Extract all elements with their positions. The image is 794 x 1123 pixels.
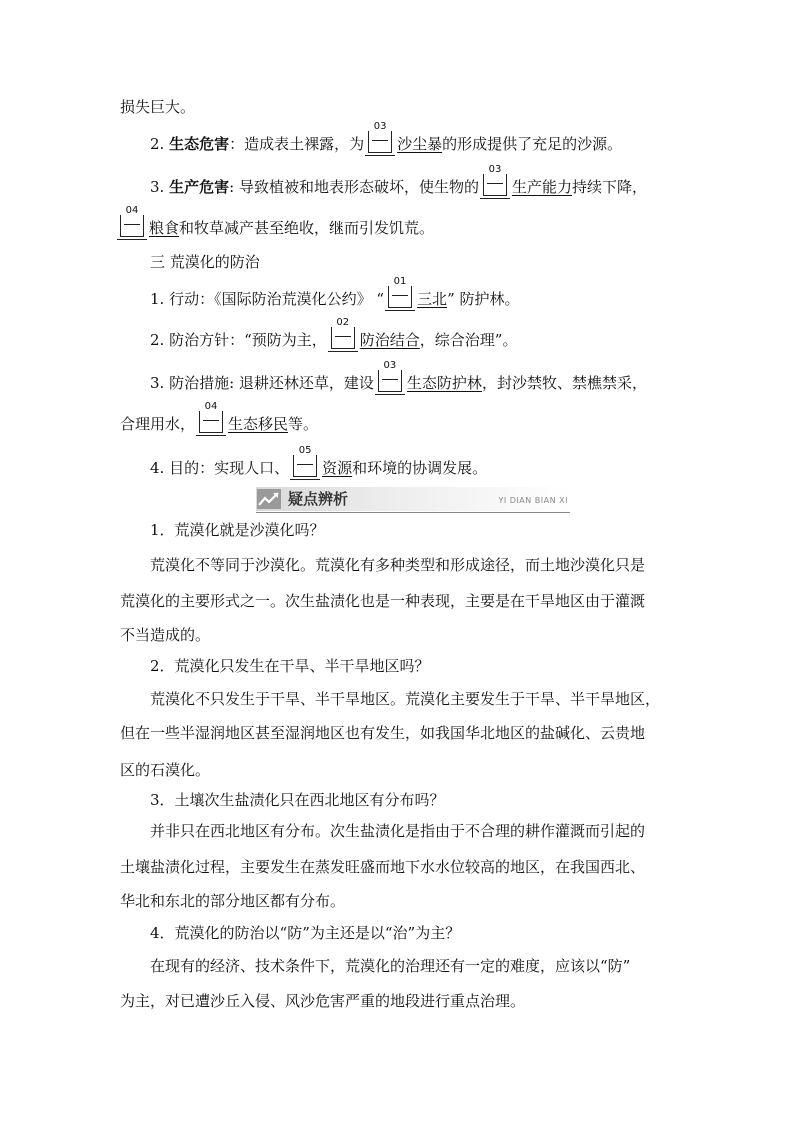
control-item-policy: 2. 防治方针：“预防为主， 02 防治结合，综合治理”。 <box>150 317 518 349</box>
section-banner <box>256 487 570 513</box>
faq-question: 2．荒漠化只发生在干旱、半干旱地区吗？ <box>150 657 430 675</box>
faq-answer-line: 荒漠化的主要形式之一。次生盐渍化也是一种表现，主要是在干旱地区由于灌溉 <box>120 592 646 610</box>
hazard-item-production: 3. 生产危害: 导致植被和地表形态破坏，使生物的 03 生产能力持续下降， <box>150 164 647 196</box>
faq-answer-line: 土壤盐渍化过程，主要发生在蒸发旺盛而地下水水位较高的地区，在我国西北、 <box>120 858 646 876</box>
control-item-measures-cont: 合理用水， 04 生态移民等。 <box>120 401 319 433</box>
continued-text: 损失巨大。 <box>120 98 196 116</box>
answer-blank-box: 03 <box>483 174 507 196</box>
section-title: 三 荒漠化的防治 <box>150 253 260 271</box>
faq-answer-line: 区的石漠化。 <box>120 761 211 779</box>
answer-text: 生态移民 <box>228 415 289 433</box>
faq-answer-line: 并非只在西北地区有分布。次生盐渍化是指由于不合理的耕作灌溉而引起的 <box>150 822 646 840</box>
answer-blank-box: 02 <box>331 327 355 349</box>
answer-text: 资源 <box>322 459 353 477</box>
faq-question: 3．土壤次生盐渍化只在西北地区有分布吗？ <box>150 791 445 809</box>
hazard-item-production-cont: 04 粮食和牧草减产甚至绝收，继而引发饥荒。 <box>120 215 434 239</box>
control-item-measures: 3. 防治措施: 退耕还林还草，建设 03 生态防护林，封沙禁牧、禁樵禁采， <box>150 360 647 392</box>
faq-answer-line: 在现有的经济、技术条件下，荒漠化的治理还有一定的难度，应该以“防” <box>150 957 631 975</box>
banner-pinyin: YI DIAN BIAN XI <box>498 496 568 505</box>
answer-blank-box: 04 <box>199 411 223 433</box>
answer-blank-box: 03 <box>378 370 402 392</box>
faq-answer-line: 但在一些半湿润地区甚至湿润地区也有发生，如我国华北地区的盐碱化、云贵地 <box>120 724 646 742</box>
answer-blank-box: 05 <box>293 455 317 477</box>
answer-text: 生态防护林 <box>406 374 482 392</box>
faq-answer-line: 不当造成的。 <box>120 626 211 644</box>
faq-answer-line: 为主，对已遭沙丘入侵、风沙危害严重的地段进行重点治理。 <box>120 992 526 1010</box>
faq-question: 1．荒漠化就是沙漠化吗？ <box>150 521 325 539</box>
control-item-action: 1. 行动：《国际防治荒漠化公约》 “ 01 三北” 防护林。 <box>150 276 520 308</box>
answer-text: 生产能力 <box>511 178 572 196</box>
answer-blank-box: 03 <box>368 131 392 153</box>
answer-text: 沙尘暴 <box>397 135 443 153</box>
answer-text: 粮食 <box>149 219 180 237</box>
answer-text: 三北 <box>417 290 448 308</box>
faq-answer-line: 荒漠化不只发生于干旱、半干旱地区。荒漠化主要发生于干旱、半干旱地区， <box>150 690 661 708</box>
banner-title: 疑点辨析 <box>288 490 349 508</box>
chart-trend-icon <box>256 488 282 510</box>
control-item-goal: 4. 目的：实现人口、 05 资源和环境的协调发展。 <box>150 445 488 477</box>
faq-question: 4．荒漠化的防治以“防”为主还是以“治”为主？ <box>150 924 461 942</box>
faq-answer-line: 华北和东北的部分地区都有分布。 <box>120 892 346 910</box>
hazard-item-ecological: 2. 生态危害：造成表土裸露，为 03 沙尘暴的形成提供了充足的沙源。 <box>150 121 623 153</box>
answer-blank-box: 01 <box>388 286 412 308</box>
answer-blank-box: 04 <box>120 215 144 237</box>
faq-answer-line: 荒漠化不等同于沙漠化。荒漠化有多种类型和形成途径，而土地沙漠化只是 <box>150 556 646 574</box>
answer-text: 防治结合 <box>359 331 420 349</box>
